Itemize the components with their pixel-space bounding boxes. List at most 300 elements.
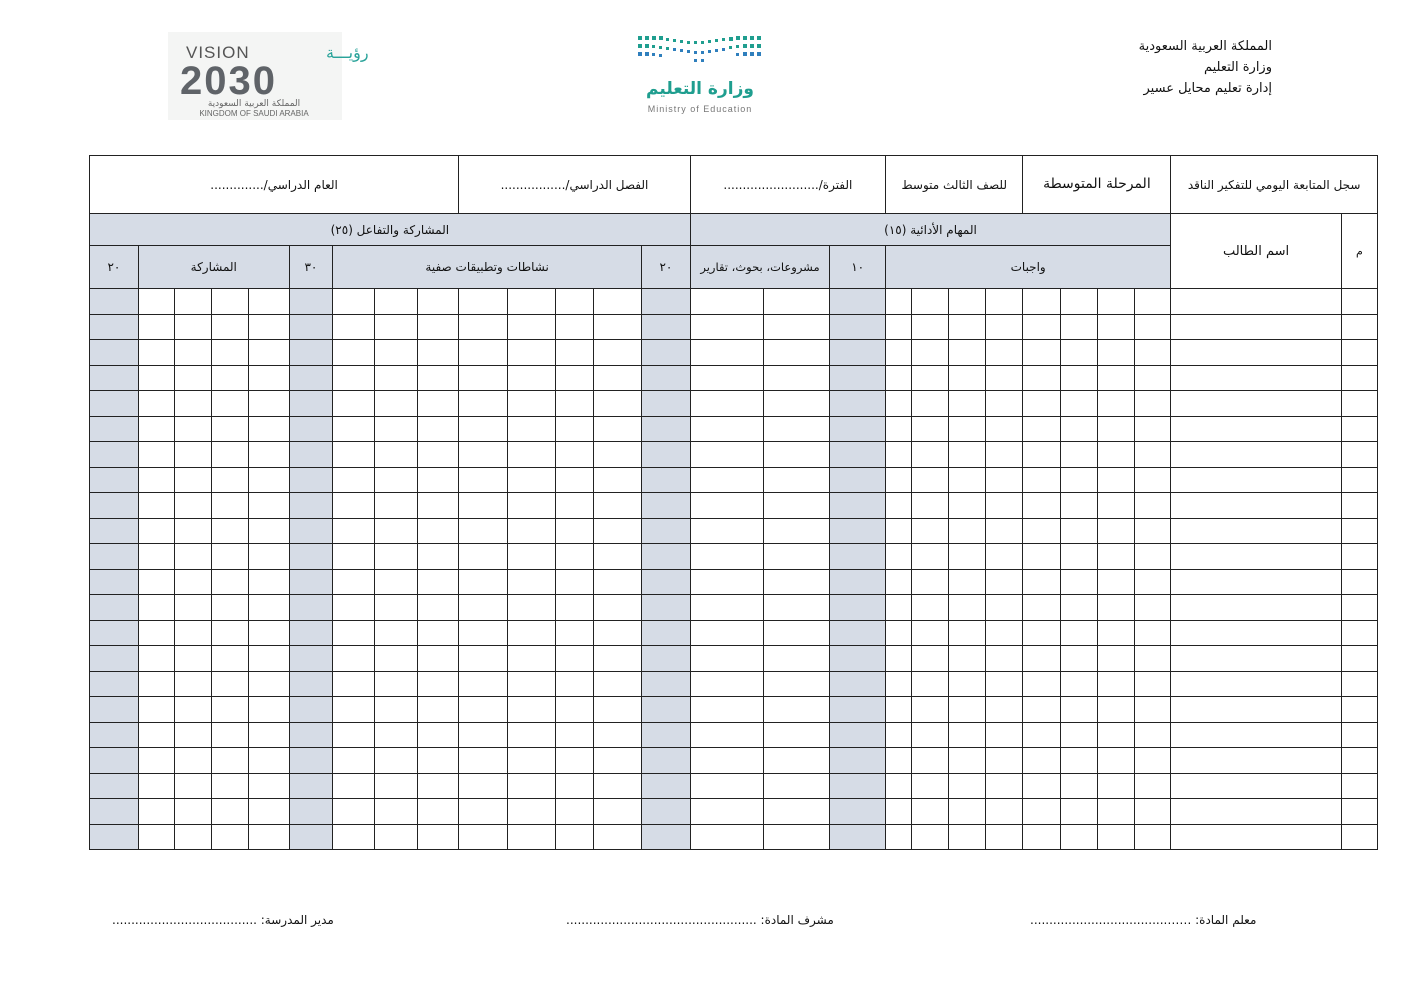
semester-field[interactable]: الفصل الدراسي/................. [459, 156, 691, 214]
grade-cell-empty[interactable] [459, 365, 508, 391]
grade-cell-empty[interactable] [1135, 289, 1171, 315]
grade-cell-empty[interactable] [911, 722, 948, 748]
grade-cell-empty[interactable] [830, 365, 886, 391]
grade-cell-empty[interactable] [417, 799, 458, 825]
grade-cell-empty[interactable] [333, 595, 375, 621]
grade-cell-empty[interactable] [642, 442, 691, 468]
grade-cell-empty[interactable] [986, 824, 1023, 850]
grade-cell-empty[interactable] [459, 340, 508, 366]
grade-cell-empty[interactable] [593, 569, 642, 595]
grade-cell-empty[interactable] [1171, 416, 1342, 442]
grade-cell-empty[interactable] [593, 722, 642, 748]
grade-cell-empty[interactable] [289, 824, 332, 850]
grade-cell-empty[interactable] [375, 595, 417, 621]
grade-cell-empty[interactable] [375, 697, 417, 723]
grade-cell-empty[interactable] [556, 365, 593, 391]
grade-cell-empty[interactable] [1171, 799, 1342, 825]
grade-cell-empty[interactable] [459, 467, 508, 493]
grade-cell-empty[interactable] [690, 391, 763, 417]
grade-cell-empty[interactable] [175, 365, 212, 391]
grade-cell-empty[interactable] [1135, 365, 1171, 391]
grade-cell-empty[interactable] [90, 314, 139, 340]
grade-cell-empty[interactable] [886, 646, 912, 672]
grade-cell-empty[interactable] [507, 365, 556, 391]
grade-cell-empty[interactable] [138, 467, 174, 493]
grade-cell-empty[interactable] [1135, 671, 1171, 697]
grade-cell-empty[interactable] [1097, 544, 1134, 570]
grade-cell-empty[interactable] [593, 697, 642, 723]
grade-cell-empty[interactable] [507, 518, 556, 544]
grade-cell-empty[interactable] [417, 442, 458, 468]
grade-cell-empty[interactable] [642, 416, 691, 442]
grade-cell-empty[interactable] [138, 416, 174, 442]
grade-cell-empty[interactable] [138, 544, 174, 570]
grade-cell-empty[interactable] [830, 391, 886, 417]
grade-cell-empty[interactable] [249, 544, 289, 570]
grade-cell-empty[interactable] [642, 722, 691, 748]
grade-cell-empty[interactable] [1060, 595, 1097, 621]
grade-cell-empty[interactable] [690, 748, 763, 774]
grade-cell-empty[interactable] [556, 773, 593, 799]
grade-cell-empty[interactable] [642, 824, 691, 850]
grade-cell-empty[interactable] [986, 620, 1023, 646]
grade-cell-empty[interactable] [459, 569, 508, 595]
grade-cell-empty[interactable] [1171, 314, 1342, 340]
grade-cell-empty[interactable] [1097, 518, 1134, 544]
grade-cell-empty[interactable] [417, 569, 458, 595]
grade-cell-empty[interactable] [986, 595, 1023, 621]
grade-cell-empty[interactable] [986, 722, 1023, 748]
grade-cell-empty[interactable] [886, 799, 912, 825]
grade-cell-empty[interactable] [642, 391, 691, 417]
grade-cell-empty[interactable] [642, 773, 691, 799]
grade-cell-empty[interactable] [1023, 773, 1060, 799]
grade-cell-empty[interactable] [949, 314, 986, 340]
grade-cell-empty[interactable] [764, 697, 830, 723]
grade-cell-empty[interactable] [375, 544, 417, 570]
grade-cell-empty[interactable] [830, 748, 886, 774]
grade-cell-empty[interactable] [1135, 569, 1171, 595]
grade-cell-empty[interactable] [642, 289, 691, 315]
grade-cell-empty[interactable] [1341, 391, 1377, 417]
grade-cell-empty[interactable] [212, 289, 249, 315]
grade-cell-empty[interactable] [1341, 442, 1377, 468]
grade-cell-empty[interactable] [375, 467, 417, 493]
grade-cell-empty[interactable] [1135, 824, 1171, 850]
grade-cell-empty[interactable] [249, 442, 289, 468]
grade-cell-empty[interactable] [911, 671, 948, 697]
grade-cell-empty[interactable] [507, 671, 556, 697]
grade-cell-empty[interactable] [249, 416, 289, 442]
grade-cell-empty[interactable] [949, 569, 986, 595]
grade-cell-empty[interactable] [289, 799, 332, 825]
grade-cell-empty[interactable] [1060, 365, 1097, 391]
grade-cell-empty[interactable] [690, 722, 763, 748]
grade-cell-empty[interactable] [911, 748, 948, 774]
grade-cell-empty[interactable] [1023, 416, 1060, 442]
grade-cell-empty[interactable] [911, 518, 948, 544]
grade-cell-empty[interactable] [1023, 340, 1060, 366]
grade-cell-empty[interactable] [886, 697, 912, 723]
grade-cell-empty[interactable] [459, 391, 508, 417]
grade-cell-empty[interactable] [249, 340, 289, 366]
grade-cell-empty[interactable] [556, 620, 593, 646]
grade-cell-empty[interactable] [556, 493, 593, 519]
grade-cell-empty[interactable] [1023, 646, 1060, 672]
grade-cell-empty[interactable] [556, 416, 593, 442]
grade-cell-empty[interactable] [911, 340, 948, 366]
grade-cell-empty[interactable] [886, 595, 912, 621]
grade-cell-empty[interactable] [1135, 518, 1171, 544]
grade-cell-empty[interactable] [459, 773, 508, 799]
grade-cell-empty[interactable] [212, 773, 249, 799]
grade-cell-empty[interactable] [556, 340, 593, 366]
grade-cell-empty[interactable] [1097, 646, 1134, 672]
grade-cell-empty[interactable] [333, 416, 375, 442]
grade-cell-empty[interactable] [764, 442, 830, 468]
grade-cell-empty[interactable] [507, 416, 556, 442]
grade-cell-empty[interactable] [949, 799, 986, 825]
grade-cell-empty[interactable] [249, 773, 289, 799]
grade-cell-empty[interactable] [642, 365, 691, 391]
grade-cell-empty[interactable] [289, 620, 332, 646]
grade-cell-empty[interactable] [690, 416, 763, 442]
grade-cell-empty[interactable] [249, 391, 289, 417]
grade-cell-empty[interactable] [593, 544, 642, 570]
grade-cell-empty[interactable] [249, 620, 289, 646]
grade-cell-empty[interactable] [886, 289, 912, 315]
grade-cell-empty[interactable] [507, 442, 556, 468]
grade-cell-empty[interactable] [1023, 748, 1060, 774]
grade-cell-empty[interactable] [507, 340, 556, 366]
grade-cell-empty[interactable] [886, 467, 912, 493]
grade-cell-empty[interactable] [556, 314, 593, 340]
grade-cell-empty[interactable] [986, 748, 1023, 774]
grade-cell-empty[interactable] [289, 722, 332, 748]
grade-cell-empty[interactable] [1135, 544, 1171, 570]
grade-cell-empty[interactable] [417, 595, 458, 621]
grade-cell-empty[interactable] [556, 289, 593, 315]
grade-cell-empty[interactable] [138, 595, 174, 621]
grade-cell-empty[interactable] [830, 697, 886, 723]
grade-cell-empty[interactable] [1135, 340, 1171, 366]
grade-cell-empty[interactable] [459, 442, 508, 468]
grade-cell-empty[interactable] [986, 773, 1023, 799]
grade-cell-empty[interactable] [289, 467, 332, 493]
grade-cell-empty[interactable] [1060, 518, 1097, 544]
grade-cell-empty[interactable] [764, 748, 830, 774]
grade-cell-empty[interactable] [175, 620, 212, 646]
grade-cell-empty[interactable] [1341, 620, 1377, 646]
grade-cell-empty[interactable] [333, 289, 375, 315]
grade-cell-empty[interactable] [764, 289, 830, 315]
grade-cell-empty[interactable] [911, 620, 948, 646]
grade-cell-empty[interactable] [1060, 493, 1097, 519]
grade-cell-empty[interactable] [830, 595, 886, 621]
grade-cell-empty[interactable] [90, 493, 139, 519]
grade-cell-empty[interactable] [593, 467, 642, 493]
grade-cell-empty[interactable] [212, 620, 249, 646]
grade-cell-empty[interactable] [1060, 442, 1097, 468]
grade-cell-empty[interactable] [333, 697, 375, 723]
grade-cell-empty[interactable] [1135, 595, 1171, 621]
grade-cell-empty[interactable] [764, 799, 830, 825]
grade-cell-empty[interactable] [593, 289, 642, 315]
grade-cell-empty[interactable] [1171, 391, 1342, 417]
grade-cell-empty[interactable] [1023, 518, 1060, 544]
grade-cell-empty[interactable] [1171, 824, 1342, 850]
grade-cell-empty[interactable] [986, 569, 1023, 595]
grade-cell-empty[interactable] [90, 442, 139, 468]
grade-cell-empty[interactable] [138, 314, 174, 340]
grade-cell-empty[interactable] [690, 518, 763, 544]
grade-cell-empty[interactable] [1097, 697, 1134, 723]
grade-cell-empty[interactable] [1060, 416, 1097, 442]
grade-cell-empty[interactable] [289, 340, 332, 366]
grade-cell-empty[interactable] [830, 467, 886, 493]
grade-cell-empty[interactable] [417, 467, 458, 493]
grade-cell-empty[interactable] [830, 442, 886, 468]
grade-cell-empty[interactable] [90, 722, 139, 748]
grade-cell-empty[interactable] [289, 773, 332, 799]
grade-cell-empty[interactable] [289, 697, 332, 723]
grade-cell-empty[interactable] [212, 748, 249, 774]
grade-cell-empty[interactable] [249, 722, 289, 748]
grade-cell-empty[interactable] [593, 824, 642, 850]
grade-cell-empty[interactable] [212, 722, 249, 748]
grade-cell-empty[interactable] [289, 416, 332, 442]
grade-cell-empty[interactable] [690, 799, 763, 825]
grade-cell-empty[interactable] [830, 799, 886, 825]
grade-cell-empty[interactable] [986, 314, 1023, 340]
grade-cell-empty[interactable] [1097, 340, 1134, 366]
grade-cell-empty[interactable] [911, 314, 948, 340]
grade-cell-empty[interactable] [289, 748, 332, 774]
grade-cell-empty[interactable] [690, 697, 763, 723]
grade-cell-empty[interactable] [764, 773, 830, 799]
grade-cell-empty[interactable] [764, 595, 830, 621]
grade-cell-empty[interactable] [375, 391, 417, 417]
grade-cell-empty[interactable] [507, 799, 556, 825]
grade-cell-empty[interactable] [764, 518, 830, 544]
grade-cell-empty[interactable] [175, 671, 212, 697]
grade-cell-empty[interactable] [459, 314, 508, 340]
grade-cell-empty[interactable] [556, 391, 593, 417]
grade-cell-empty[interactable] [830, 722, 886, 748]
grade-cell-empty[interactable] [289, 391, 332, 417]
grade-cell-empty[interactable] [249, 697, 289, 723]
grade-cell-empty[interactable] [690, 824, 763, 850]
grade-cell-empty[interactable] [333, 824, 375, 850]
grade-cell-empty[interactable] [333, 646, 375, 672]
grade-cell-empty[interactable] [459, 544, 508, 570]
grade-cell-empty[interactable] [333, 748, 375, 774]
grade-cell-empty[interactable] [642, 595, 691, 621]
grade-cell-empty[interactable] [986, 340, 1023, 366]
grade-cell-empty[interactable] [1341, 722, 1377, 748]
grade-cell-empty[interactable] [333, 365, 375, 391]
grade-cell-empty[interactable] [1135, 799, 1171, 825]
grade-cell-empty[interactable] [175, 824, 212, 850]
grade-cell-empty[interactable] [986, 391, 1023, 417]
grade-cell-empty[interactable] [417, 518, 458, 544]
grade-cell-empty[interactable] [138, 773, 174, 799]
grade-cell-empty[interactable] [1023, 442, 1060, 468]
grade-cell-empty[interactable] [949, 646, 986, 672]
grade-cell-empty[interactable] [1060, 544, 1097, 570]
grade-cell-empty[interactable] [375, 340, 417, 366]
grade-cell-empty[interactable] [911, 773, 948, 799]
grade-cell-empty[interactable] [1097, 391, 1134, 417]
grade-cell-empty[interactable] [830, 289, 886, 315]
grade-cell-empty[interactable] [1023, 697, 1060, 723]
grade-cell-empty[interactable] [289, 442, 332, 468]
grade-cell-empty[interactable] [764, 493, 830, 519]
grade-cell-empty[interactable] [175, 518, 212, 544]
grade-cell-empty[interactable] [911, 697, 948, 723]
grade-cell-empty[interactable] [830, 493, 886, 519]
grade-cell-empty[interactable] [1171, 289, 1342, 315]
grade-cell-empty[interactable] [1023, 289, 1060, 315]
grade-cell-empty[interactable] [1097, 748, 1134, 774]
grade-cell-empty[interactable] [1135, 493, 1171, 519]
grade-cell-empty[interactable] [1135, 467, 1171, 493]
grade-cell-empty[interactable] [1097, 289, 1134, 315]
grade-cell-empty[interactable] [212, 340, 249, 366]
grade-cell-empty[interactable] [1171, 340, 1342, 366]
grade-cell-empty[interactable] [1060, 697, 1097, 723]
grade-cell-empty[interactable] [1097, 493, 1134, 519]
grade-cell-empty[interactable] [886, 620, 912, 646]
grade-cell-empty[interactable] [593, 773, 642, 799]
grade-cell-empty[interactable] [1023, 569, 1060, 595]
grade-cell-empty[interactable] [1023, 620, 1060, 646]
grade-cell-empty[interactable] [138, 722, 174, 748]
grade-cell-empty[interactable] [175, 544, 212, 570]
grade-cell-empty[interactable] [556, 595, 593, 621]
grade-cell-empty[interactable] [90, 748, 139, 774]
grade-cell-empty[interactable] [417, 340, 458, 366]
grade-cell-empty[interactable] [642, 671, 691, 697]
grade-cell-empty[interactable] [886, 722, 912, 748]
grade-cell-empty[interactable] [212, 442, 249, 468]
grade-cell-empty[interactable] [90, 671, 139, 697]
grade-cell-empty[interactable] [138, 289, 174, 315]
grade-cell-empty[interactable] [249, 314, 289, 340]
grade-cell-empty[interactable] [333, 773, 375, 799]
grade-cell-empty[interactable] [690, 544, 763, 570]
grade-cell-empty[interactable] [138, 365, 174, 391]
grade-cell-empty[interactable] [764, 416, 830, 442]
grade-cell-empty[interactable] [1097, 467, 1134, 493]
grade-cell-empty[interactable] [764, 646, 830, 672]
grade-cell-empty[interactable] [375, 493, 417, 519]
grade-cell-empty[interactable] [642, 569, 691, 595]
grade-cell-empty[interactable] [1060, 467, 1097, 493]
grade-cell-empty[interactable] [289, 671, 332, 697]
grade-cell-empty[interactable] [333, 569, 375, 595]
grade-cell-empty[interactable] [949, 442, 986, 468]
grade-cell-empty[interactable] [90, 569, 139, 595]
grade-cell-empty[interactable] [375, 799, 417, 825]
grade-cell-empty[interactable] [911, 365, 948, 391]
grade-cell-empty[interactable] [986, 646, 1023, 672]
grade-cell-empty[interactable] [375, 314, 417, 340]
grade-cell-empty[interactable] [90, 365, 139, 391]
grade-cell-empty[interactable] [138, 493, 174, 519]
grade-cell-empty[interactable] [911, 391, 948, 417]
grade-cell-empty[interactable] [90, 773, 139, 799]
grade-cell-empty[interactable] [1023, 493, 1060, 519]
grade-cell-empty[interactable] [1171, 544, 1342, 570]
grade-cell-empty[interactable] [593, 646, 642, 672]
grade-cell-empty[interactable] [507, 697, 556, 723]
grade-cell-empty[interactable] [1171, 518, 1342, 544]
grade-cell-empty[interactable] [593, 595, 642, 621]
grade-cell-empty[interactable] [1060, 722, 1097, 748]
grade-cell-empty[interactable] [1060, 569, 1097, 595]
grade-cell-empty[interactable] [289, 595, 332, 621]
grade-cell-empty[interactable] [212, 314, 249, 340]
grade-cell-empty[interactable] [249, 671, 289, 697]
grade-cell-empty[interactable] [1171, 671, 1342, 697]
grade-cell-empty[interactable] [830, 416, 886, 442]
grade-cell-empty[interactable] [986, 544, 1023, 570]
grade-cell-empty[interactable] [764, 314, 830, 340]
grade-cell-empty[interactable] [764, 671, 830, 697]
grade-cell-empty[interactable] [212, 646, 249, 672]
grade-cell-empty[interactable] [507, 314, 556, 340]
grade-cell-empty[interactable] [593, 518, 642, 544]
grade-cell-empty[interactable] [986, 442, 1023, 468]
supervisor-signature[interactable]: مشرف المادة: .................................................. [566, 913, 834, 927]
grade-cell-empty[interactable] [1341, 289, 1377, 315]
grade-cell-empty[interactable] [249, 799, 289, 825]
grade-cell-empty[interactable] [417, 671, 458, 697]
grade-cell-empty[interactable] [1097, 799, 1134, 825]
grade-cell-empty[interactable] [1023, 824, 1060, 850]
grade-cell-empty[interactable] [459, 289, 508, 315]
grade-cell-empty[interactable] [90, 646, 139, 672]
grade-cell-empty[interactable] [830, 824, 886, 850]
grade-cell-empty[interactable] [1060, 799, 1097, 825]
grade-cell-empty[interactable] [138, 340, 174, 366]
grade-cell-empty[interactable] [507, 569, 556, 595]
grade-cell-empty[interactable] [1171, 697, 1342, 723]
grade-cell-empty[interactable] [138, 391, 174, 417]
grade-cell-empty[interactable] [593, 620, 642, 646]
grade-cell-empty[interactable] [1341, 824, 1377, 850]
grade-cell-empty[interactable] [1341, 697, 1377, 723]
grade-cell-empty[interactable] [642, 314, 691, 340]
grade-cell-empty[interactable] [642, 544, 691, 570]
grade-cell-empty[interactable] [459, 671, 508, 697]
grade-cell-empty[interactable] [642, 620, 691, 646]
grade-cell-empty[interactable] [986, 365, 1023, 391]
grade-cell-empty[interactable] [1341, 544, 1377, 570]
grade-cell-empty[interactable] [556, 722, 593, 748]
grade-cell-empty[interactable] [949, 340, 986, 366]
grade-cell-empty[interactable] [507, 646, 556, 672]
grade-cell-empty[interactable] [175, 416, 212, 442]
grade-cell-empty[interactable] [949, 493, 986, 519]
grade-cell-empty[interactable] [593, 365, 642, 391]
grade-cell-empty[interactable] [1135, 697, 1171, 723]
grade-cell-empty[interactable] [1171, 569, 1342, 595]
grade-cell-empty[interactable] [289, 518, 332, 544]
grade-cell-empty[interactable] [1341, 569, 1377, 595]
grade-cell-empty[interactable] [593, 799, 642, 825]
